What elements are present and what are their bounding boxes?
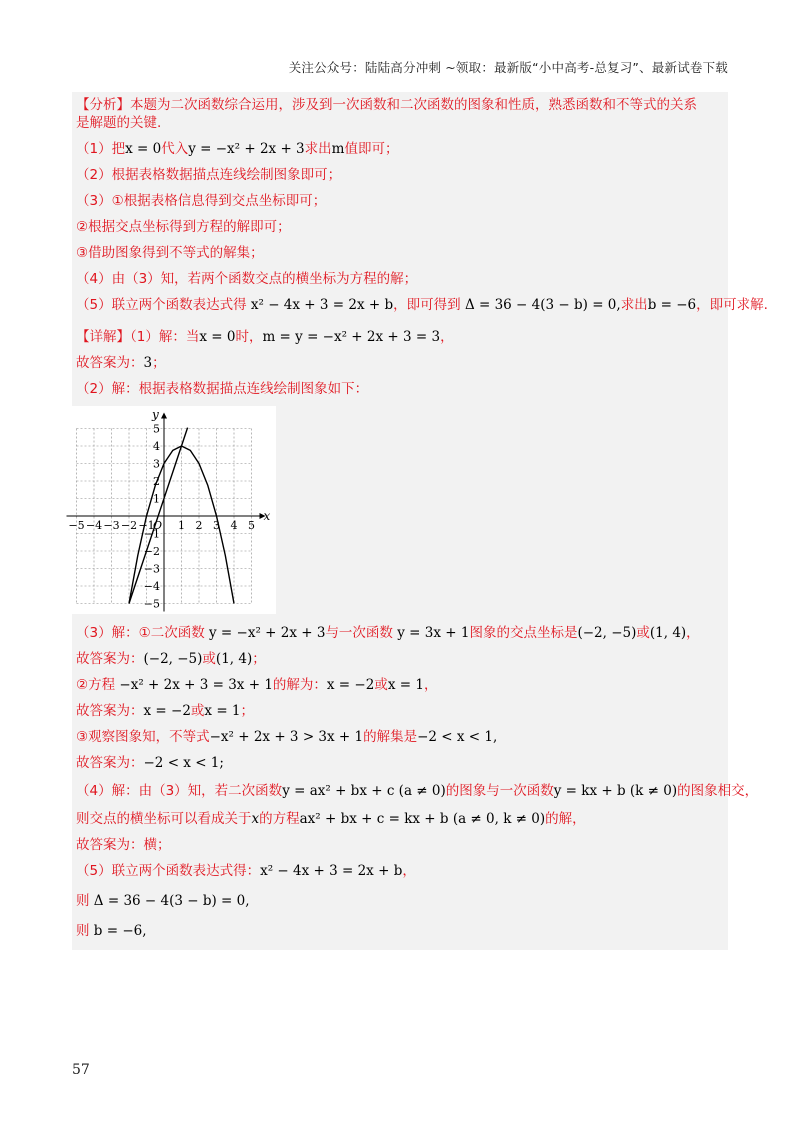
detail-part-3-3: ③观察图象知，不等式−x² + 2x + 3 > 3x + 1的解集是−2 < x < 1,	[76, 729, 498, 745]
analysis-step-4: （4）由（3）知，若两个函数交点的横坐标为方程的解；	[76, 271, 418, 287]
y-tick-label: 1	[153, 492, 160, 506]
y-tick-label: 2	[153, 475, 160, 488]
detail-part-5: （5）联立两个函数表达式得：x² − 4x + 3 = 2x + b，	[76, 863, 416, 879]
analysis-tag: 【分析】	[76, 97, 130, 113]
page-number: 57	[72, 1062, 90, 1078]
graph-svg	[68, 406, 276, 614]
answer-3-1: 故答案为：(−2, −5)或(1, 4)；	[76, 651, 266, 667]
detail-part-3-2: ②方程 −x² + 2x + 3 = 3x + 1的解为：x = −2或x = 1，	[76, 677, 438, 693]
y-tick-label: 4	[153, 440, 160, 453]
x-tick-label: 1	[178, 519, 185, 532]
x-tick-label: −5	[68, 519, 85, 532]
y-tick-label: 5	[153, 422, 160, 436]
x-tick-label: 2	[195, 519, 203, 532]
detail-part-3: （3）解：①二次函数 y = −x² + 2x + 3与一次函数 y = 3x + 1图象的交点坐标是(−2, −5)或(1, 4)，	[76, 625, 700, 641]
answer-3-2: 故答案为：x = −2或x = 1；	[76, 703, 255, 719]
y-tick-label: −4	[143, 580, 160, 593]
detail-part-4: （4）解：由（3）知，若二次函数y = ax² + bx + c (a ≠ 0)的图象与一次函数y = kx + b (k ≠ 0)的图象相交，	[76, 783, 759, 799]
y-tick-label: 3	[153, 457, 160, 471]
y-tick-label: −3	[143, 562, 160, 576]
x-tick-label: 5	[248, 519, 255, 532]
analysis-step-2: （2）根据表格数据描点连线绘制图象即可；	[76, 167, 342, 183]
analysis-step-3-1: （3）①根据表格信息得到交点坐标即可；	[76, 193, 327, 209]
answer-3-3: 故答案为：−2 < x < 1;	[76, 755, 224, 771]
detail-part-5-delta: 则 Δ = 36 − 4(3 − b) = 0,	[76, 893, 250, 909]
x-tick-label: −4	[85, 519, 103, 532]
x-tick-label: 4	[230, 519, 238, 532]
detail-part-5-result: 则 b = −6,	[76, 923, 147, 939]
x-tick-label: −1	[138, 519, 155, 532]
page-header: 关注公众号：陆陆高分冲刺 ~领取：最新版“小中高考-总复习”、最新试卷下载	[288, 60, 728, 75]
solution-block	[68, 92, 768, 950]
x-tick-label: 3	[213, 519, 220, 532]
analysis-step-5: （5）联立两个函数表达式得 x² − 4x + 3 = 2x + b，即可得到 Δ = 36 − 4(3 − b) = 0,求出b = −6，即可求解.	[76, 297, 768, 313]
analysis-intro: 【分析】本题为二次函数综合运用，涉及到一次函数和二次函数的图象和性质，熟悉函数和不等式的关系 是解题的关键.	[76, 97, 697, 131]
detail-tag: 【详解】	[76, 329, 130, 345]
answer-4: 故答案为：横；	[76, 837, 171, 853]
function-graph	[68, 406, 276, 614]
analysis-step-3-3: ③借助图象得到不等式的解集；	[76, 245, 264, 261]
analysis-step-1: （1）把x = 0代入y = −x² + 2x + 3求出m值即可；	[76, 141, 399, 157]
detail-part-2: （2）解：根据表格数据描点连线绘制图象如下：	[76, 381, 369, 397]
analysis-step-3-2: ②根据交点坐标得到方程的解即可；	[76, 219, 291, 235]
detail-part-1: 【详解】（1）解：当x = 0时，m = y = −x² + 2x + 3 = 3，	[76, 329, 454, 345]
detail-part-4-cont: 则交点的横坐标可以看成关于x的方程ax² + bx + c = kx + b (a ≠ 0, k ≠ 0)的解，	[76, 811, 586, 827]
x-axis-label: x	[263, 509, 271, 523]
y-axis-label: y	[152, 407, 159, 422]
answer-1: 故答案为：3；	[76, 355, 166, 371]
origin-label: O	[153, 519, 163, 532]
x-tick-label: −3	[103, 519, 120, 532]
y-tick-label: −1	[143, 527, 160, 541]
y-axis-arrow	[161, 413, 167, 419]
y-tick-label: −5	[143, 597, 160, 611]
y-tick-label: −2	[143, 545, 160, 558]
x-tick-label: −2	[120, 519, 138, 532]
